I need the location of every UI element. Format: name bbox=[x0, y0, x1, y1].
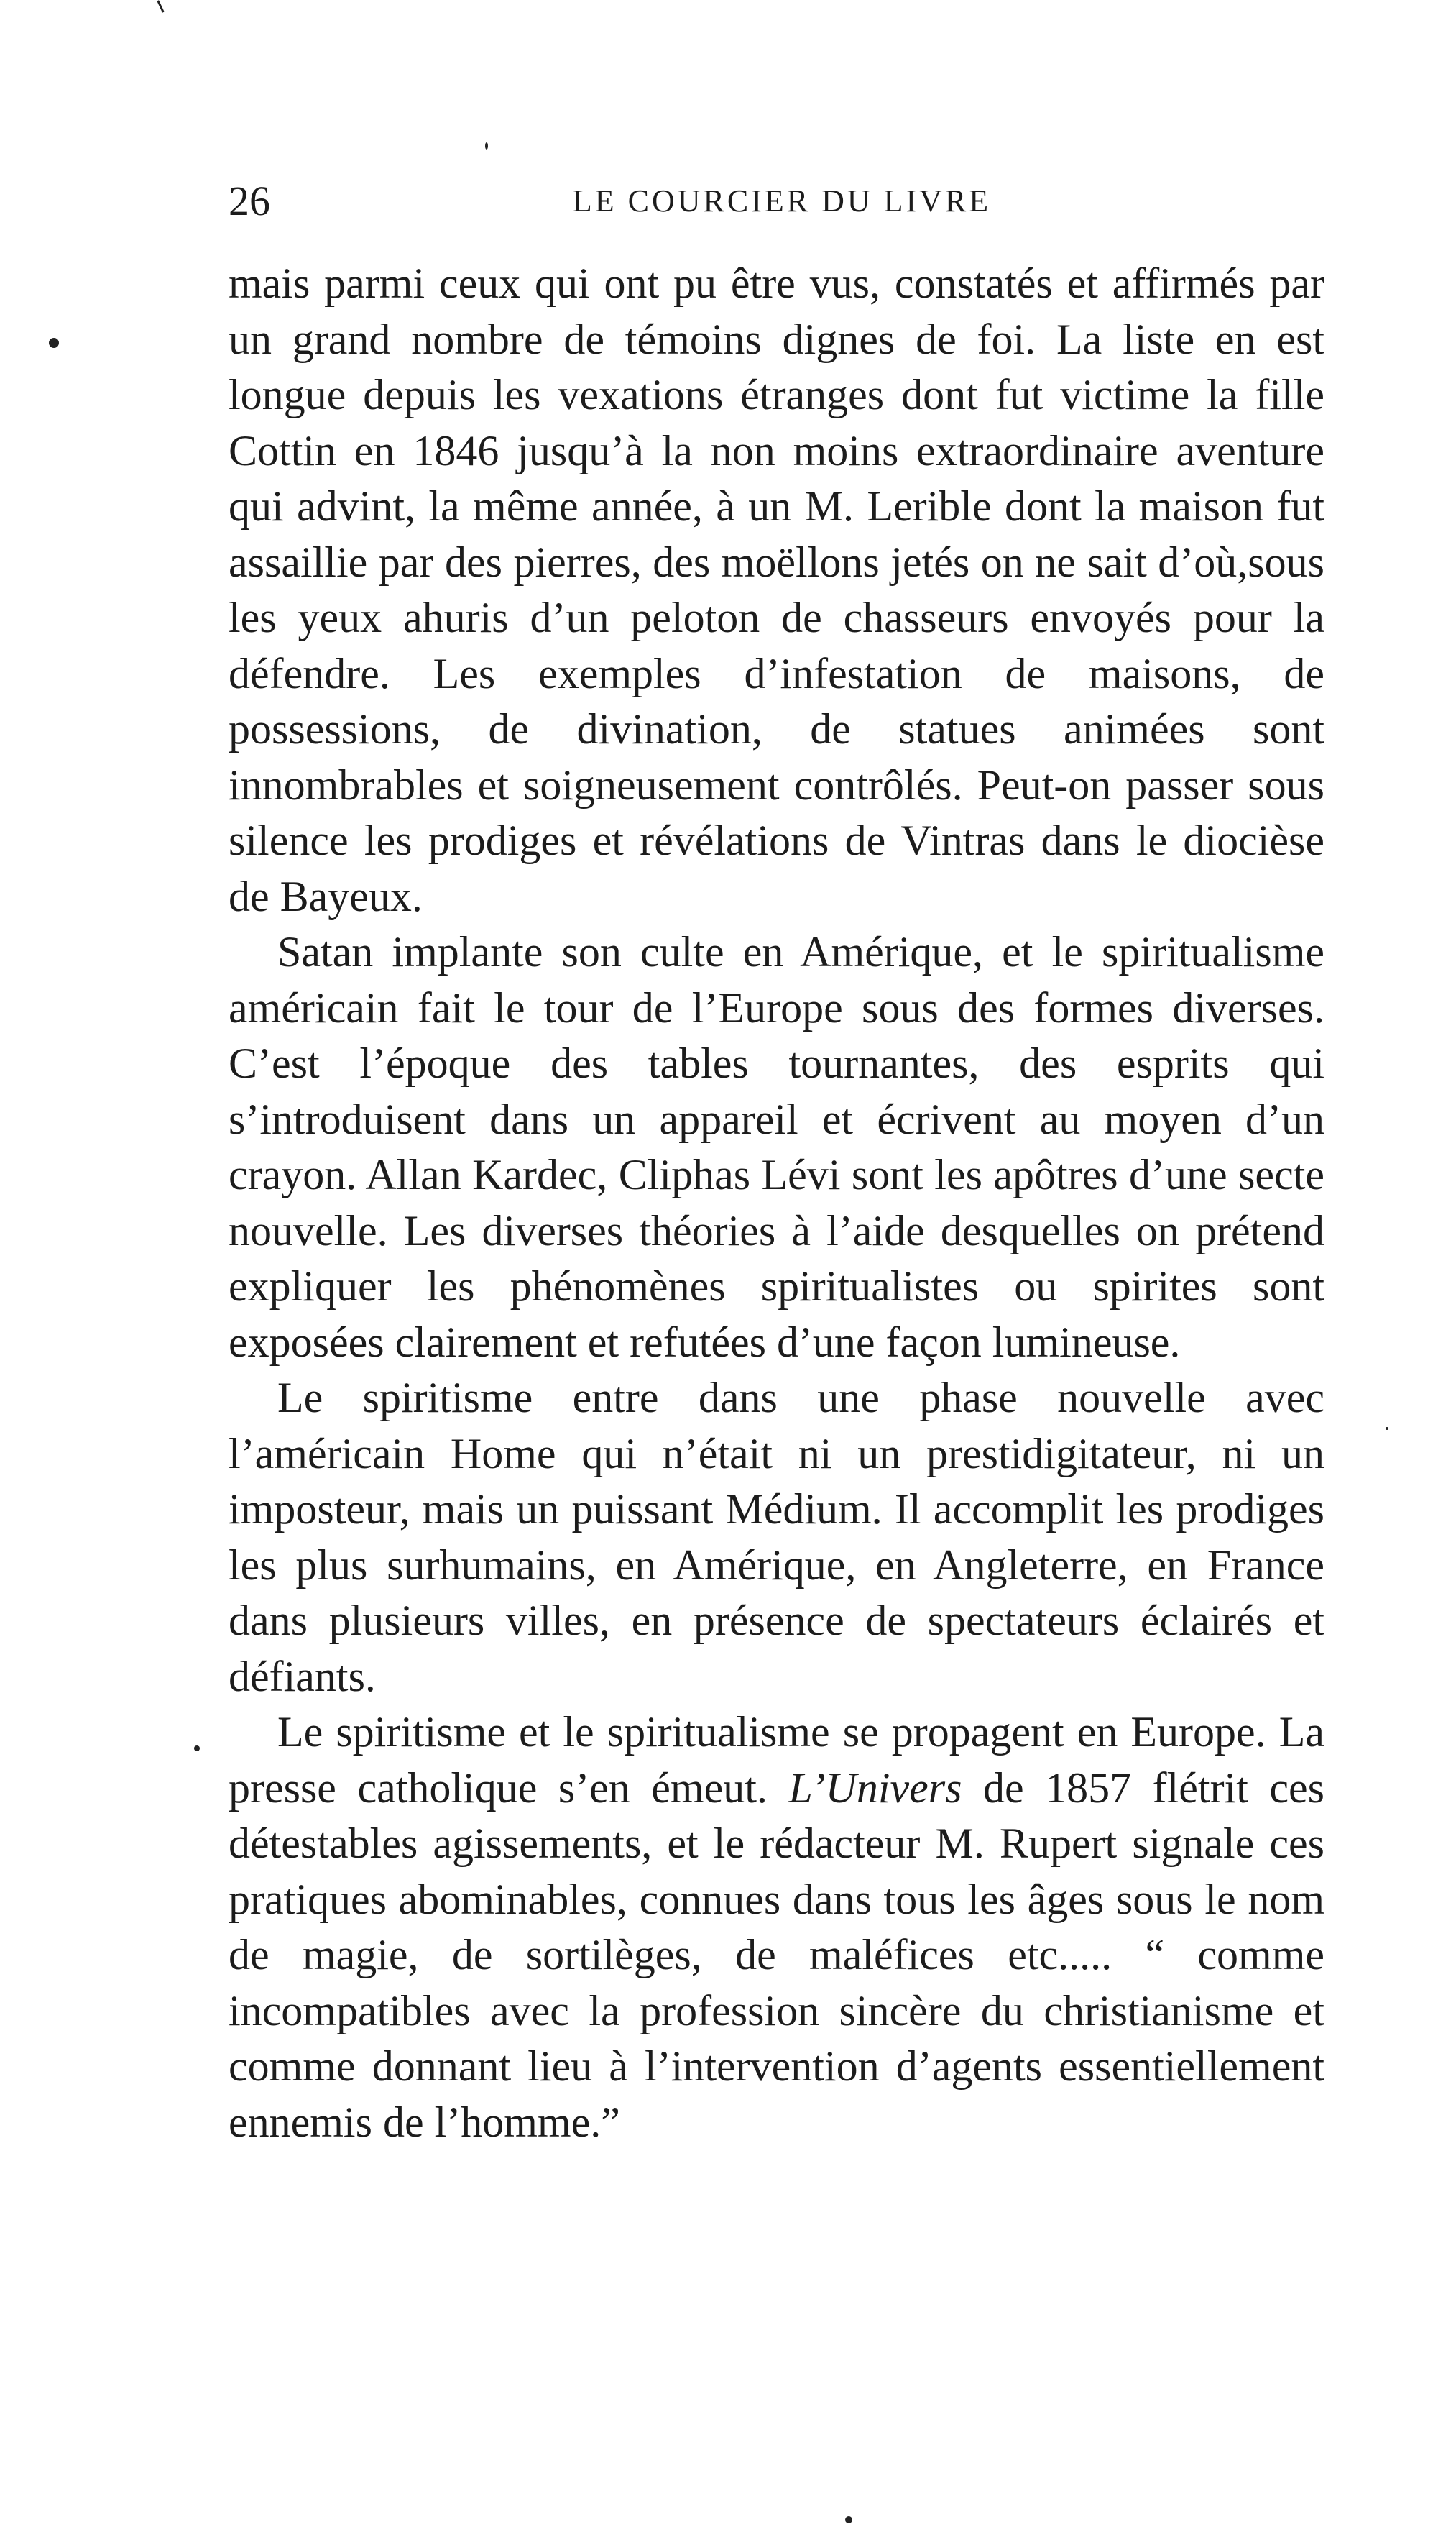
running-head: LE COURCIER DU LIVRE bbox=[572, 183, 992, 219]
paragraph-3: Le spiritisme entre dans une phase nouvelle avec l’américain Home qui n’était ni un prestidigitateur, ni un imposteur, mais un puissant Médium. Il accomplit les prodiges les plus surhumains, en Amérique, en Angleterre, en France dans plusieurs villes, en présence de spectateurs éclairés et défiants. bbox=[229, 1374, 1324, 1700]
paragraph-4-end: de 1857 flétrit ces détestables agissements, et le rédacteur M. Rupert signale ces pratiques abominables, connues dans tous les âges sous le nom de magie, de sortilèges, de maléfices etc..... “ comme incompatibles avec la profession sincère du christianisme et comme donnant lieu à l’intervention d’agents essentiellement ennemis de l’homme.” bbox=[229, 1763, 1325, 2146]
scan-speck-bottom bbox=[845, 2516, 852, 2523]
scan-speck-top bbox=[485, 142, 488, 150]
paragraph-2: Satan implante son culte en Amérique, et le spiritualisme américain fait le tour de l’Europe sous des formes diverses. C’est l’époque des tables tournantes, des esprits qui s’introduisent dans un appareil et écrivent au moyen d’un crayon. Allan Kardec, Cliphas Lévi sont les apôtres d’une secte nouvelle. Les diverses théories à l’aide desquelles on prétend expliquer les phénomènes spiritualistes ou spirites sont exposées clairement et refutées d’une façon lumineuse. bbox=[229, 928, 1324, 1366]
margin-dot-mid-left bbox=[194, 1745, 200, 1751]
scan-speck-right bbox=[1386, 1427, 1388, 1430]
scan-mark-corner bbox=[157, 0, 164, 13]
page-number: 26 bbox=[229, 178, 270, 224]
newspaper-title: L’Univers bbox=[788, 1763, 962, 1812]
paragraph-4 bbox=[229, 1705, 1324, 2150]
paragraph-4-start: Le spiritisme et le spiritualisme se propagent en Europe. La presse catholique s’en émeut. bbox=[229, 1708, 1324, 1812]
page-header bbox=[229, 175, 1321, 227]
margin-dot-top-left bbox=[49, 338, 59, 348]
body-text bbox=[229, 256, 1324, 2150]
paragraph-1: mais parmi ceux qui ont pu être vus, constatés et affirmés par un grand nombre de témoins dignes de foi. La liste en est longue depuis les vexations étranges dont fut victime la fille Cottin en 1846 jusqu’à la non moins extraordinaire aventure qui advint, la même année, à un M. Lerible dont la maison fut assaillie par des pierres, des moëllons jetés on ne sait d’où,sous les yeux ahuris d’un peloton de chasseurs envoyés pour la défendre. Les exemples d’infestation de maisons, de possessions, de divination, de statues animées sont innombrables et soigneusement contrôlés. Peut-on passer sous silence les prodiges et révélations de Vintras dans le diocièse de Bayeux. bbox=[229, 260, 1324, 920]
